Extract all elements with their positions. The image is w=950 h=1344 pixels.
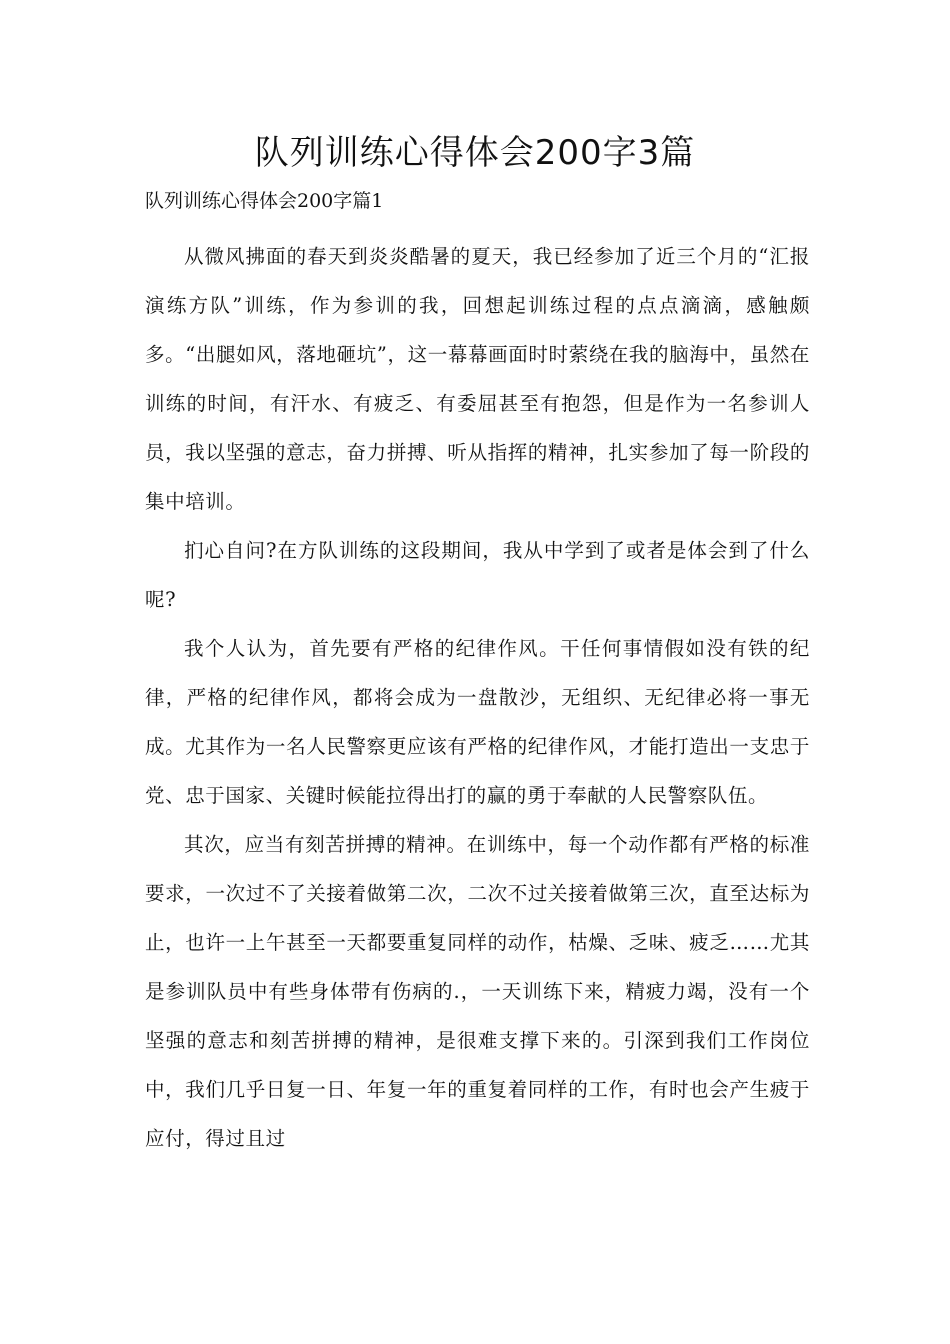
paragraph-2: 扪心自问?在方队训练的这段期间，我从中学到了或者是体会到了什么呢? (145, 539, 810, 611)
paragraph-1: 从微风拂面的春天到炎炎酷暑的夏天，我已经参加了近三个月的“汇报演练方队”训练，作为参训的我，回想起训练过程的点点滴滴，感触颇多。“出腿如风，落地砸坑”，这一幕幕画面时时萦绕在我的脑海中，虽然在训练的时间，有汗水、有疲乏、有委屈甚至有抱怨，但是作为一名参训人员，我以坚强的意志，奋力拼搏、听从指挥的精神，扎实参加了每一阶段的集中培训。 (145, 245, 810, 513)
document-body (145, 232, 810, 1163)
section-heading: 队列训练心得体会200字篇1 (145, 190, 384, 212)
document-title: 队列训练心得体会200字3篇 (254, 133, 696, 173)
paragraph-3: 我个人认为，首先要有严格的纪律作风。干任何事情假如没有铁的纪律，严格的纪律作风，都将会成为一盘散沙，无组织、无纪律必将一事无成。尤其作为一名人民警察更应该有严格的纪律作风，才能打造出一支忠于党、忠于国家、关键时候能拉得出打的赢的勇于奉献的人民警察队伍。 (145, 637, 810, 807)
paragraph-4: 其次，应当有刻苦拼搏的精神。在训练中，每一个动作都有严格的标准要求，一次过不了关接着做第二次，二次不过关接着做第三次，直至达标为止，也许一上午甚至一天都要重复同样的动作，枯燥、乏味、疲乏……尤其是参训队员中有些身体带有伤病的.，一天训练下来，精疲力竭，没有一个坚强的意志和刻苦拼搏的精神，是很难支撑下来的。引深到我们工作岗位中，我们几乎日复一日、年复一年的重复着同样的工作，有时也会产生疲于应付，得过且过 (145, 833, 810, 1150)
